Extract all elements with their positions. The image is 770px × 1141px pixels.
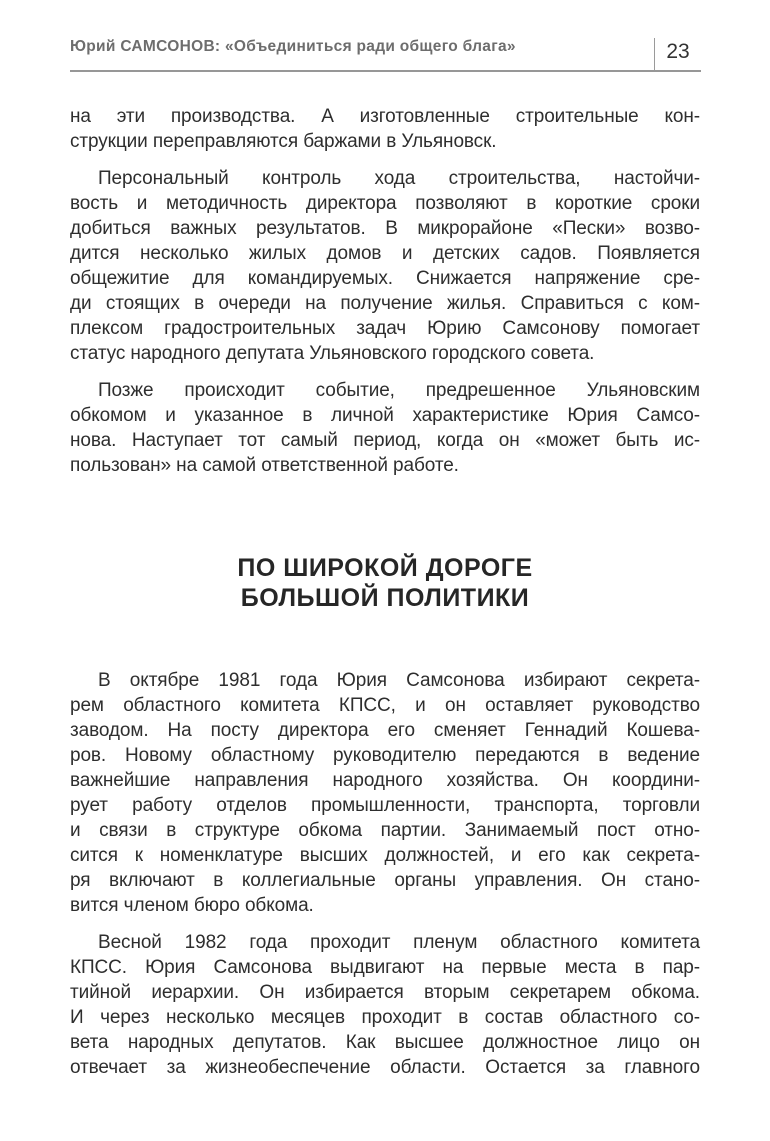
paragraph (70, 930, 700, 1080)
paragraph-line: рем областного комитета КПСС, и он оставляет руководство (70, 695, 700, 716)
paragraph-line: обкомом и указанное в личной характеристике Юрия Самсо- (70, 405, 700, 426)
paragraph (70, 166, 700, 366)
paragraph (70, 104, 700, 154)
paragraph-line: ря включают в коллегиальные органы управления. Он стано- (70, 870, 700, 891)
paragraph (70, 378, 700, 478)
heading-line: ПО ШИРОКОЙ ДОРОГЕ (237, 554, 533, 582)
section-heading (70, 553, 700, 613)
paragraph-line: тийной иерархии. Он избирается вторым секретарем обкома. (70, 982, 700, 1003)
paragraph-line: пользован» на самой ответственной работе. (70, 455, 459, 476)
paragraph-line: ров. Новому областному руководителю передаются в ведение (70, 745, 700, 766)
heading-line: БОЛЬШОЙ ПОЛИТИКИ (240, 584, 530, 612)
paragraph-line: Весной 1982 года проходит пленум областного комитета (98, 932, 700, 953)
paragraph-line: общежитие для командируемых. Снижается напряжение сре- (70, 268, 700, 289)
paragraph-line: сится к номенклатуре высших должностей, и его как секрета- (70, 845, 700, 866)
paragraph-line: струкции переправляются баржами в Ульяновск. (70, 131, 497, 152)
paragraph-line: нова. Наступает тот самый период, когда он «может быть ис- (70, 430, 700, 451)
paragraph-line: вится членом бюро обкома. (70, 895, 314, 916)
paragraph-line: вость и методичность директора позволяют в короткие сроки (70, 193, 700, 214)
running-title: Юрий САМСОНОВ: «Объединиться ради общего блага» (70, 38, 516, 55)
paragraph-line: рует работу отделов промышленности, транспорта, торговли (70, 795, 700, 816)
paragraph-line: дится несколько жилых домов и детских садов. Появляется (70, 243, 700, 264)
paragraph-line: Персональный контроль хода строительства, настойчи- (98, 168, 700, 189)
paragraph-line: отвечает за жизнеобеспечение области. Остается за главного (70, 1057, 700, 1078)
paragraph (70, 668, 700, 918)
paragraph-line: ди стоящих в очереди на получение жилья. Справиться с ком- (70, 293, 700, 314)
paragraph-line: важнейшие направления народного хозяйства. Он координи- (70, 770, 700, 791)
paragraph-line: вета народных депутатов. Как высшее должностное лицо он (70, 1032, 700, 1053)
paragraph-line: И через несколько месяцев проходит в состав областного со- (70, 1007, 700, 1028)
paragraph-line: заводом. На посту директора его сменяет Геннадий Кошева- (70, 720, 700, 741)
paragraph-line: плексом градостроительных задач Юрию Самсонову помогает (70, 318, 700, 339)
page-body (70, 104, 700, 1092)
paragraph-line: на эти производства. А изготовленные строительные кон- (70, 106, 700, 127)
paragraph-line: КПСС. Юрия Самсонова выдвигают на первые места в пар- (70, 957, 700, 978)
header-rule (70, 70, 701, 72)
paragraph-line: и связи в структуре обкома партии. Занимаемый пост отно- (70, 820, 700, 841)
paragraph-line: добиться важных результатов. В микрорайоне «Пески» возво- (70, 218, 700, 239)
paragraph-line: статус народного депутата Ульяновского городского совета. (70, 343, 595, 364)
paragraph-line: Позже происходит событие, предрешенное Ульяновским (98, 380, 700, 401)
page-number: 23 (666, 40, 690, 63)
paragraph-line: В октябре 1981 года Юрия Самсонова избирают секрета- (98, 670, 700, 691)
